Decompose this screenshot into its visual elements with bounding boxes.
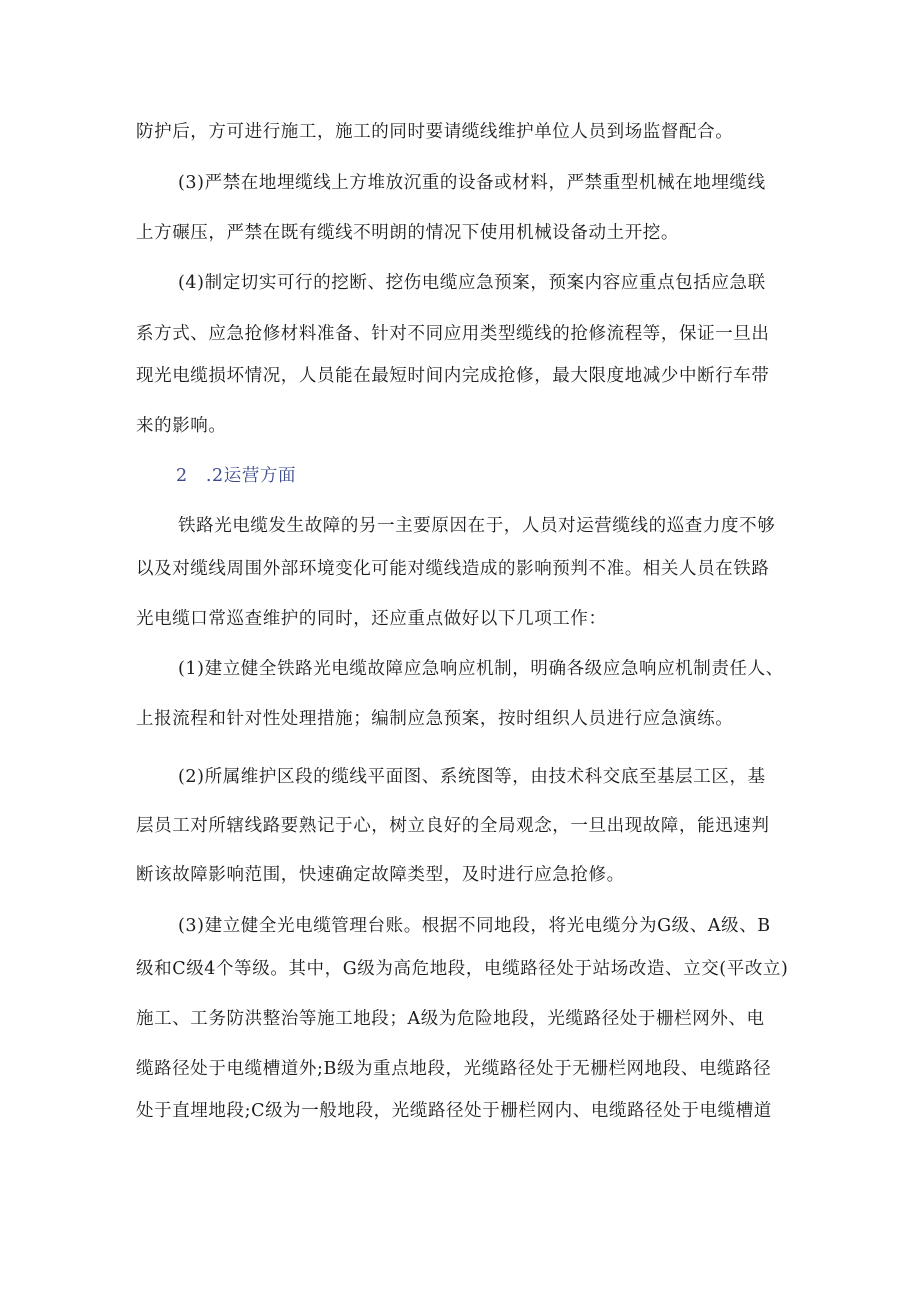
text-line: 现光电缆损坏情况，人员能在最短时间内完成抢修，最大限度地减少中断行车带 bbox=[136, 366, 770, 386]
section-heading: 2 .2运营方面 bbox=[176, 466, 297, 486]
text-line: (4)制定切实可行的挖断、挖伤电缆应急预案，预案内容应重点包括应急联 bbox=[178, 273, 766, 293]
text-line: 层员工对所辖线路要熟记于心，树立良好的全局观念，一旦出现故障，能迅速判 bbox=[136, 816, 770, 836]
text-line: 铁路光电缆发生故障的另一主要原因在于，人员对运营缆线的巡查力度不够 bbox=[178, 516, 776, 536]
text-line: 缆路径处于电缆槽道外;B级为重点地段，光缆路径处于无栅栏网地段、电缆路径 bbox=[136, 1059, 772, 1079]
text-line: 防护后，方可进行施工，施工的同时要请缆线维护单位人员到场监督配合。 bbox=[136, 122, 734, 142]
text-line: 处于直埋地段;C级为一般地段，光缆路径处于栅栏网内、电缆路径处于电缆槽道 bbox=[136, 1101, 772, 1121]
text-line: 级和C级4个等级。其中，G级为高危地段，电缆路径处于站场改造、立交(平改立) bbox=[136, 959, 789, 979]
text-line: 上方碾压，严禁在既有缆线不明朗的情况下使用机械设备动土开挖。 bbox=[136, 223, 679, 243]
text-line: 来的影响。 bbox=[136, 416, 227, 436]
text-line: 系方式、应急抢修材料准备、针对不同应用类型缆线的抢修流程等，保证一旦出 bbox=[136, 324, 770, 344]
text-line: (3)严禁在地埋缆线上方堆放沉重的设备或材料，严禁重型机械在地埋缆线 bbox=[178, 173, 766, 193]
text-line: 光电缆口常巡查维护的同时，还应重点做好以下几项工作： bbox=[136, 609, 607, 629]
text-line: (3)建立健全光电缆管理台账。根据不同地段，将光电缆分为G级、A级、B bbox=[178, 916, 771, 936]
text-line: 上报流程和针对性处理措施；编制应急预案，按时组织人员进行应急演练。 bbox=[136, 709, 734, 729]
text-line: 以及对缆线周围外部环境变化可能对缆线造成的影响预判不准。相关人员在铁路 bbox=[136, 559, 770, 579]
text-line: (1)建立健全铁路光电缆故障应急响应机制，明确各级应急响应机制责任人、 bbox=[178, 659, 784, 679]
text-line: (2)所属维护区段的缆线平面图、系统图等，由技术科交底至基层工区，基 bbox=[178, 767, 766, 787]
text-line: 断该故障影响范围，快速确定故障类型，及时进行应急抢修。 bbox=[136, 865, 625, 885]
text-line: 施工、工务防洪整治等施工地段；A级为危险地段，光缆路径处于栅栏网外、电 bbox=[136, 1009, 765, 1029]
